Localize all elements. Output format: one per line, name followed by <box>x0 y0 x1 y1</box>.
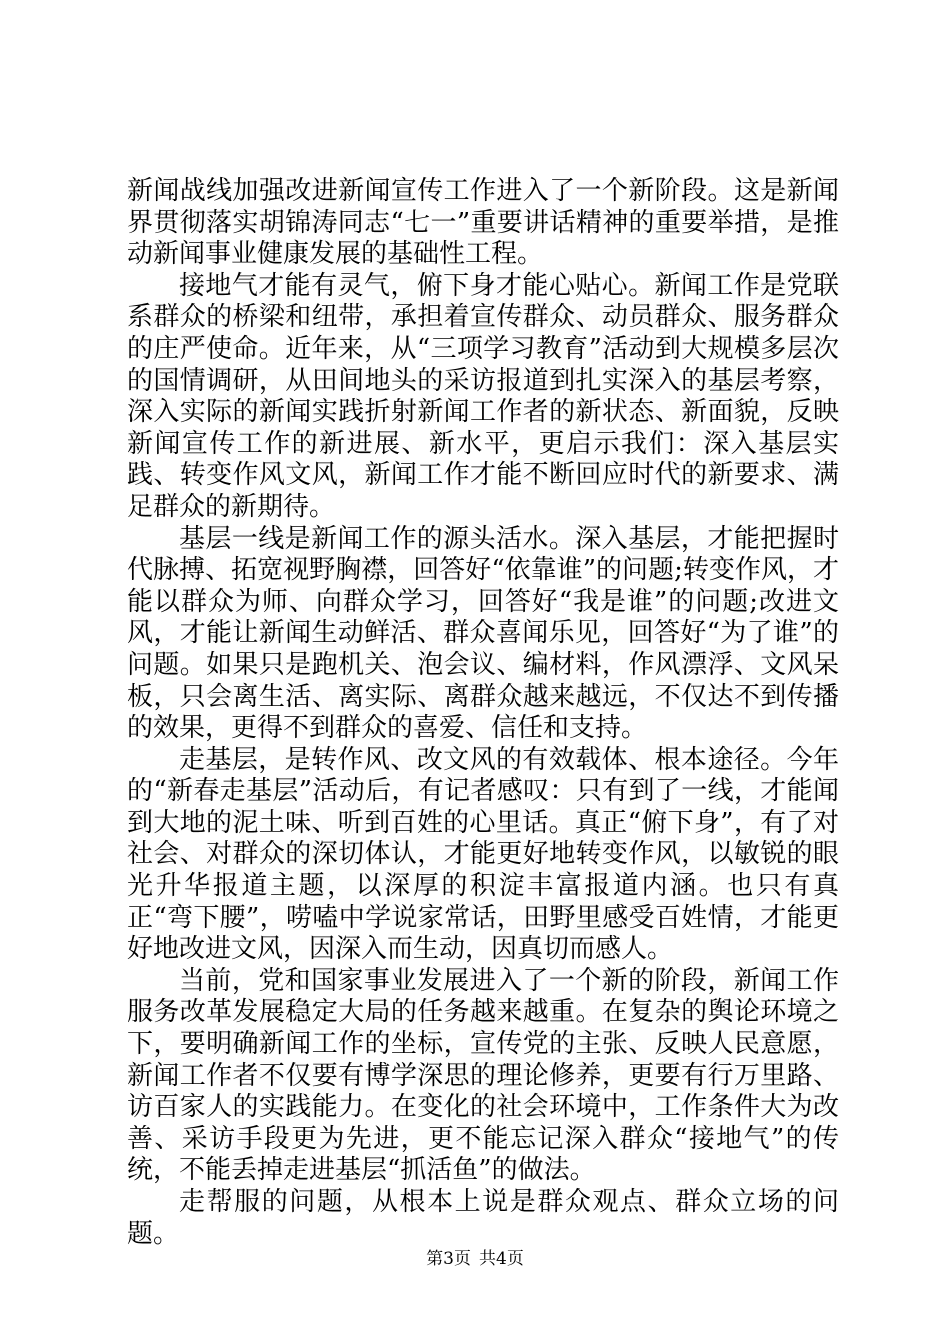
page-footer <box>0 1248 950 1270</box>
paragraph-6: 走帮服的问题，从根本上说是群众观点、群众立场的问题。 <box>127 1187 839 1249</box>
paragraph-5: 当前，党和国家事业发展进入了一个新的阶段，新闻工作服务改革发展稳定大局的任务越来越重。在复杂的舆论环境之下，要明确新闻工作的坐标，宣传党的主张、反映人民意愿，新闻工作者不仅要有博学深思的理论修养，更要有行万里路、访百家人的实践能力。在变化的社会环境中，工作条件大为改善、采访手段更为先进，更不能忘记深入群众“接地气”的传统，不能丢掉走进基层“抓活鱼”的做法。 <box>127 965 839 1186</box>
paragraph-2: 接地气才能有灵气，俯下身才能心贴心。新闻工作是党联系群众的桥梁和纽带，承担着宣传群众、动员群众、服务群众的庄严使命。近年来，从“三项学习教育”活动到大规模多层次的国情调研，从田间地头的采访报道到扎实深入的基层考察，深入实际的新闻实践折射新闻工作者的新状态、新面貌，反映新闻宣传工作的新进展、新水平，更启示我们：深入基层实践、转变作风文风，新闻工作才能不断回应时代的新要求、满足群众的新期待。 <box>127 270 839 522</box>
page-total: 共4页 <box>479 1249 524 1269</box>
paragraph-3: 基层一线是新闻工作的源头活水。深入基层，才能把握时代脉搏、拓宽视野胸襟，回答好“依靠谁”的问题;转变作风，才能以群众为师、向群众学习，回答好“我是谁”的问题;改进文风，才能让新闻生动鲜活、群众喜闻乐见，回答好“为了谁”的问题。如果只是跑机关、泡会议、编材料，作风漂浮、文风呆板，只会离生活、离实际、离群众越来越远，不仅达不到传播的效果，更得不到群众的喜爱、信任和支持。 <box>127 523 839 744</box>
paragraph-4: 走基层，是转作风、改文风的有效载体、根本途径。今年的“新春走基层”活动后，有记者感叹：只有到了一线，才能闻到大地的泥土味、听到百姓的心里话。真正“俯下身”，有了对社会、对群众的深切体认，才能更好地转变作风，以敏锐的眼光升华报道主题，以深厚的积淀丰富报道内涵。也只有真正“弯下腰”，唠嗑中学说家常话，田野里感受百姓情，才能更好地改进文风，因深入而生动，因真切而感人。 <box>127 744 839 965</box>
paragraph-1: 新闻战线加强改进新闻宣传工作进入了一个新阶段。这是新闻界贯彻落实胡锦涛同志“七一”重要讲话精神的重要举措，是推动新闻事业健康发展的基础性工程。 <box>127 176 839 270</box>
document-body <box>127 176 839 1250</box>
page-number: 第3页 <box>426 1249 471 1269</box>
